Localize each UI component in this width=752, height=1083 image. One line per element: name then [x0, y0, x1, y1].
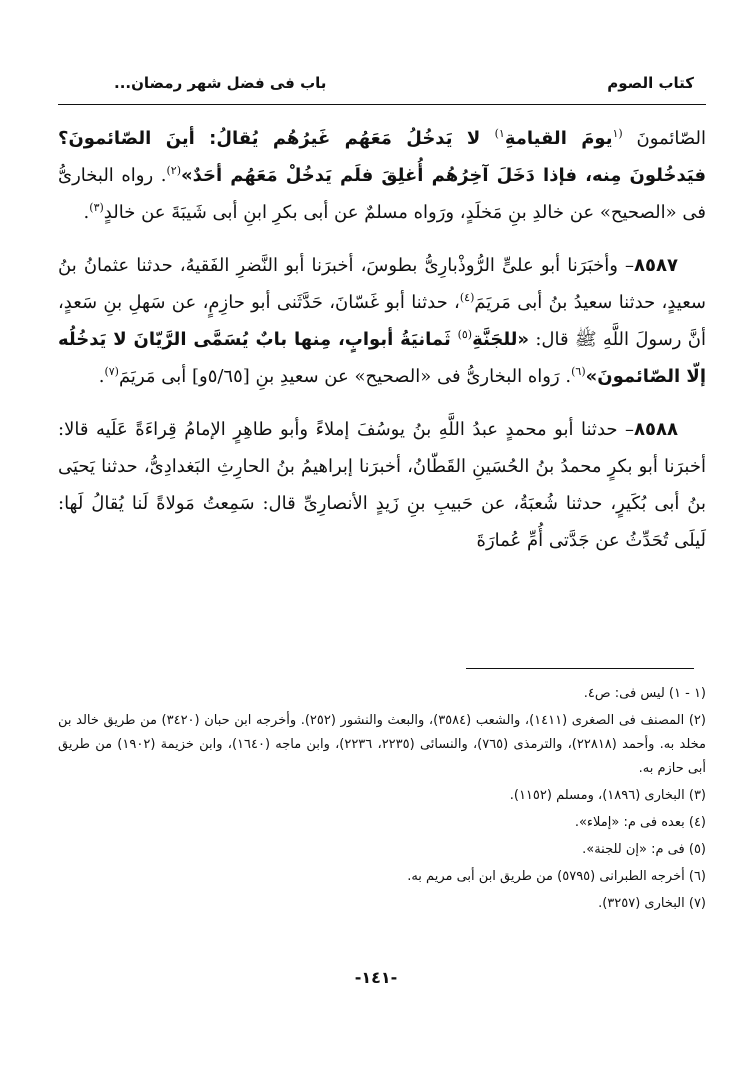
text-run: .: [98, 366, 105, 387]
footnote-ref: (٥): [457, 328, 473, 341]
hadith-text: ثَمانيَةُ أبوابٍ، مِنها بابٌ يُسَمَّى الرَّيّانَ لا يَدخُلُه إلّا الصّائمونَ»: [58, 329, 706, 387]
text-run: . رَواه البخارىُّ فى «الصحيح» عن سعيدِ بنِ [٥/٦٥و] أبى مَريَمَ: [118, 366, 572, 387]
page-number: -١٤١-: [354, 968, 398, 987]
footnote-divider: [466, 668, 694, 669]
chapter-title: باب فى فضل شهر رمضان...: [114, 74, 327, 92]
footnotes: [58, 682, 706, 919]
footnote: (٤) بعده فى م: «إملاء».: [574, 815, 706, 830]
footnote: (٣) البخارى (١٨٩٦)، ومسلم (١١٥٢).: [509, 788, 706, 803]
footnote-ref: (٣): [89, 201, 104, 214]
hadith-text: لا يَدخُلُ مَعَهُم غَيرُهُم يُقالُ: أينَ الصّائمونَ؟ فيَدخُلونَ مِنه، فإذا دَخَلَ آخِرُهُم أُغلِقَ فلَم يَدخُلْ مَعَهُم أحَدٌ»: [58, 128, 706, 186]
hadith-text: «للجَنَّةِ: [472, 329, 530, 350]
footnote-ref: (٦): [571, 365, 586, 378]
footnote-ref: ١): [494, 127, 505, 140]
footnote: (٢) المصنف فى الصغرى (١٤١١)، والشعب (٣٥٨٤)، والبعث والنشور (٢٥٢). وأخرجه ابن حبان (٣٤٢٠) من طريق خالد بن مخلد به. وأحمد (٢٢٨١٨)، والترمذى (٧٦٥)، والنسائى (٢٢٣٥، ٢٢٣٦)، وابن ماجه (١٦٤٠)، وابن خزيمة (١٩٠٢) من طريق أبى حازم به.: [58, 713, 707, 776]
footnote: (٧) البخارى (٣٢٥٧).: [598, 896, 706, 911]
hadith-number: ٨٥٨٧: [634, 255, 678, 276]
hadith-8587: [58, 247, 706, 395]
header-divider: [58, 104, 706, 105]
text-run: الصّائمونَ: [622, 128, 707, 149]
book-title: كتاب الصوم: [607, 74, 694, 92]
footnote: (٥) فى م: «إن للجنة».: [582, 842, 706, 857]
hadith-text: يومَ القيامةِ: [504, 128, 613, 149]
hadith-8588: [58, 411, 706, 559]
hadith-number: ٨٥٨٨: [634, 419, 678, 440]
footnote: (١ - ١) ليس فى: ص٤.: [583, 686, 706, 701]
text-run: – وأخبَرَنا أبو علىٍّ الرُّوذْبارِىُّ بطوسَ، أخبرَنا أبو النَّضرِ الفَقيهُ، حدثنا عثمانُ بنُ سعيدٍ، حدثنا سعيدُ بنُ أبى مَريَمَ: [58, 255, 706, 313]
main-text: [58, 120, 706, 575]
footnote-ref: (٧): [104, 365, 119, 378]
text-run: ، حدثنا أبو غَسّانَ، حَدَّثَنى أبو حازِمٍ، عن سَهلِ بنِ سَعدٍ، أنَّ رسولَ اللَّهِ ﷺ قال:: [58, 292, 706, 350]
text-run: – حدثنا أبو محمدٍ عبدُ اللَّهِ بنُ يوسُفَ إملاءً وأبو طاهِرٍ الإمامُ قِراءَةً عَلَيه قالا: أخبرَنا أبو بكرٍ محمدُ بنُ الحُسَينِ القَطّانُ، أخبرَنا إبراهيمُ بنُ الحارِثِ البَغدادِىُّ، حدثنا يَحيَى بنُ أبى بُكَيرٍ، حدثنا شُعبَةُ، عن حَبيبِ بنِ زَيدٍ الأنصارِىِّ قال: سَمِعتُ مَولاةً لَنا يُقالُ لَها: لَيلَى تُحَدِّثُ عن جَدَّتى أُمِّ عُمارَةَ: [58, 419, 706, 551]
text-run: .: [83, 202, 90, 223]
footnote-ref: (١: [612, 127, 623, 140]
running-header: [114, 66, 694, 96]
text-run: . رواه البخارىُّ فى «الصحيح» عن خالدِ بنِ مَخلَدٍ، ورَواه مسلمٌ عن أبى بكرِ ابنِ أبى شَيبَةَ عن خالدٍ: [58, 165, 706, 223]
paragraph-continuation: [58, 120, 706, 231]
footnote-ref: (٤): [459, 291, 475, 304]
footnote: (٦) أخرجه الطبرانى (٥٧٩٥) من طريق ابن أبى مريم به.: [407, 869, 706, 884]
footnote-ref: (٢): [166, 164, 182, 177]
